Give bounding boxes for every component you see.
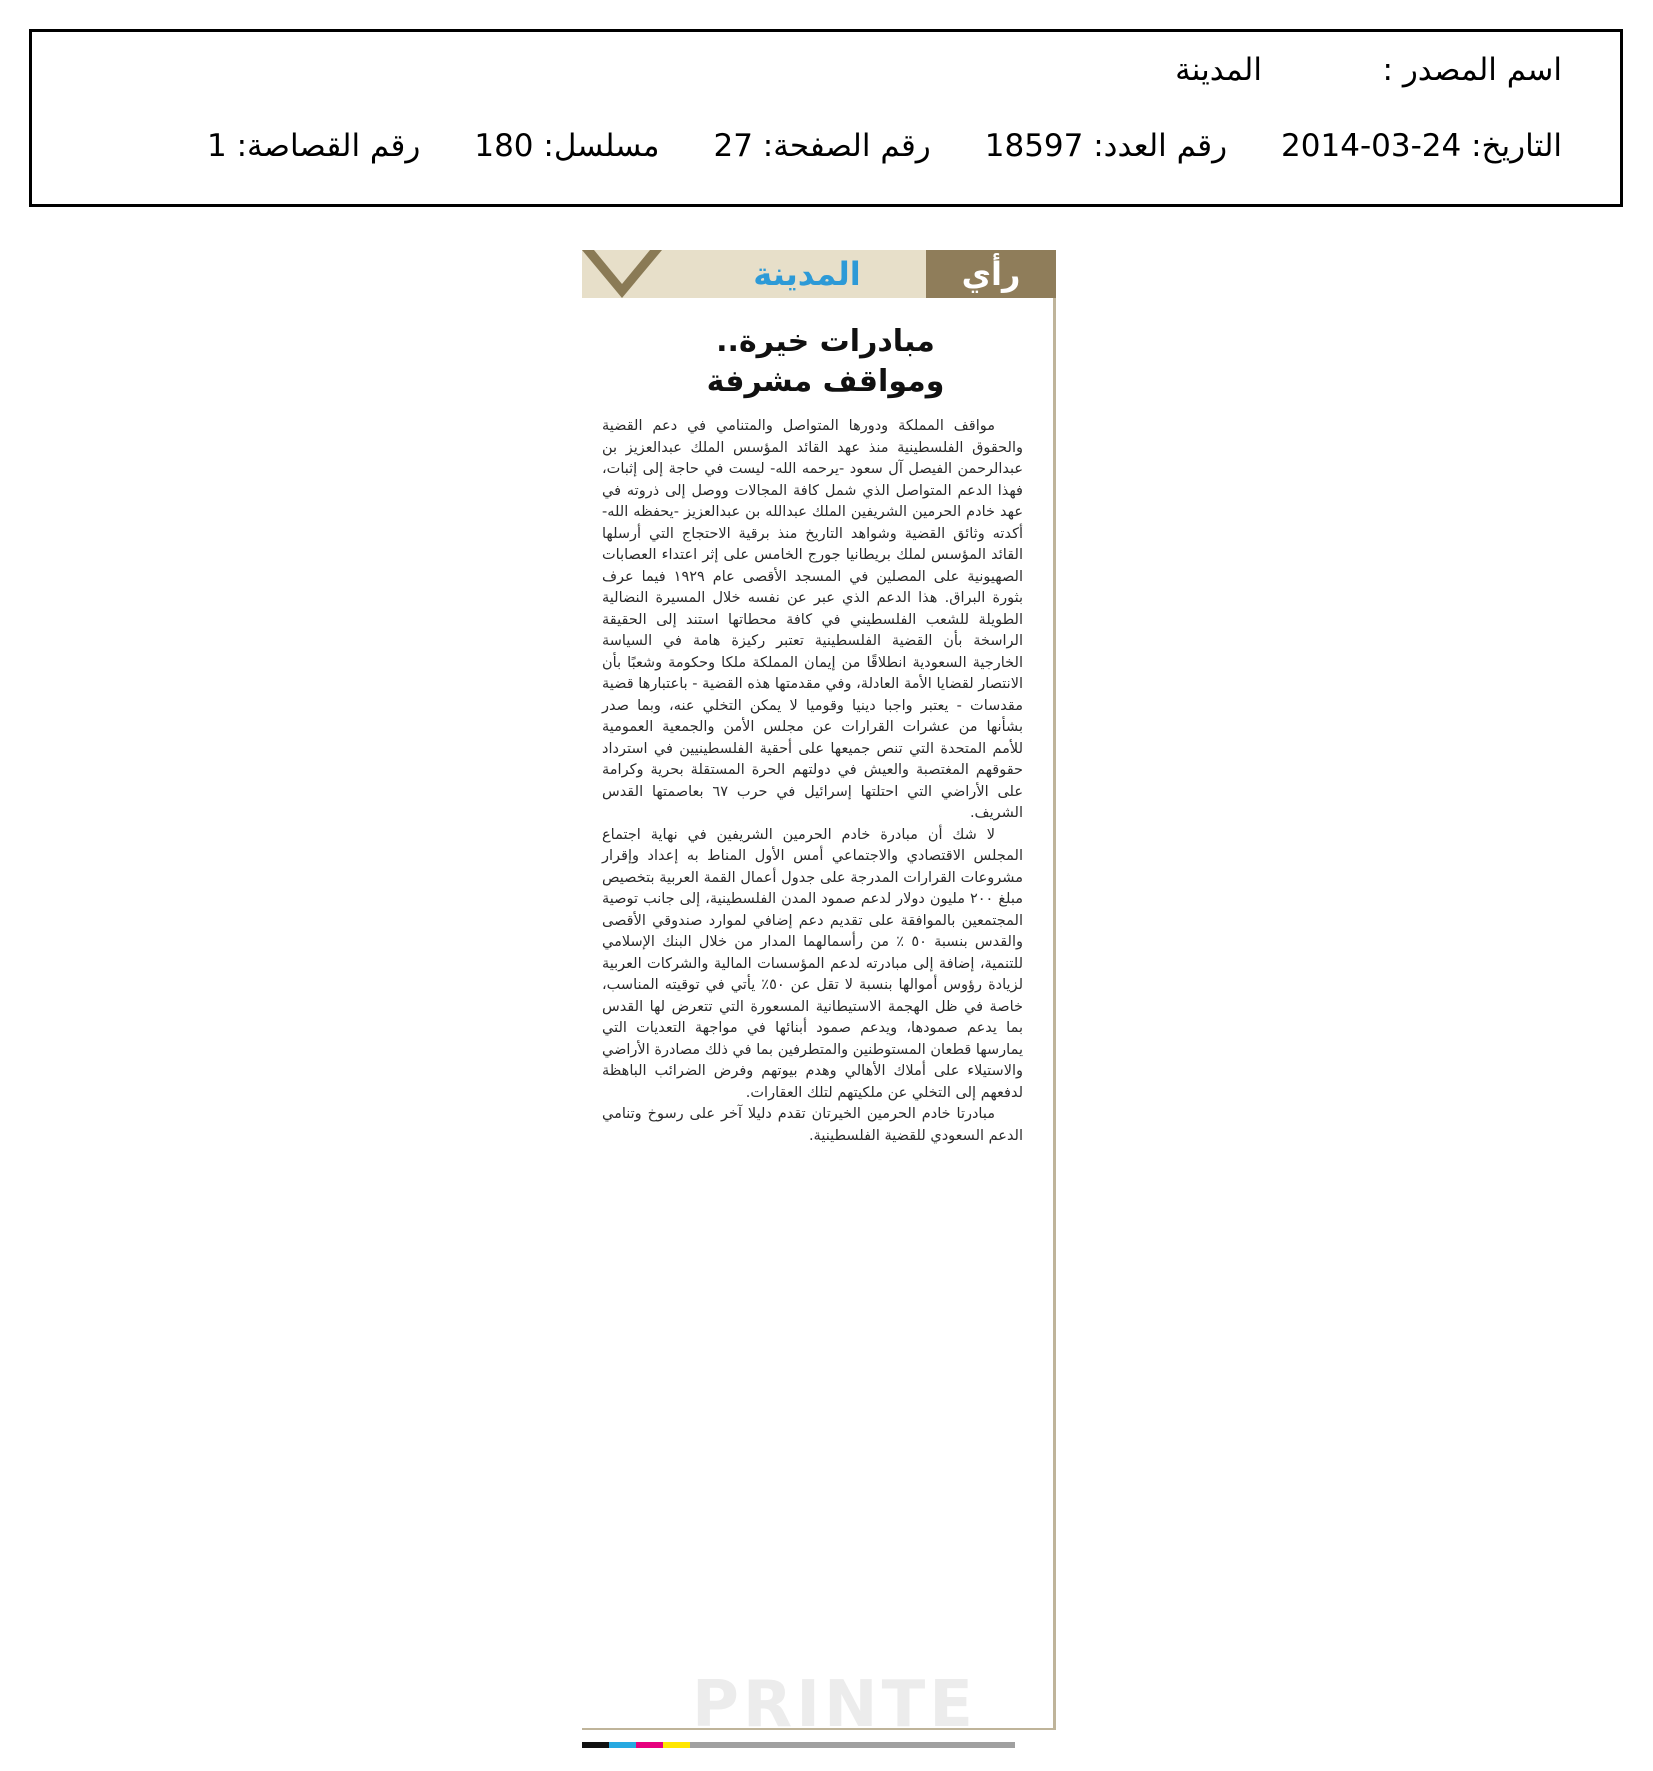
article-paragraph: مواقف المملكة ودورها المتواصل والمتنامي في دعم القضية والحقوق الفلسطينية منذ عهد القائد المؤسس الملك عبدالعزيز بن عبدالرحمن الفيصل آل سعود -يرحمه الله- ليست في حاجة إلى إثبات، فهذا الدعم المتواصل الذي شمل كافة المجالات ووصل إلى ذروته في عهد خادم الحرمين الشريفين الملك عبدالله بن عبدالعزيز -يحفظه الله- أكدته وثائق القضية وشواهد التاريخ منذ برقية الاحتجاج التي أرسلها القائد المؤسس لملك بريطانيا جورج الخامس على إثر اعتداء العصابات الصهيونية على المصلين في المسجد الأقصى عام ١٩٢٩ فيما عرف بثورة البراق. هذا الدعم الذي عبر عن نفسه خلال المسيرة النضالية الطويلة للشعب الفلسطيني في كافة محطاتها استند إلى الحقيقة الراسخة بأن القضية الفلسطينية تعتبر ركيزة هامة في السياسة الخارجية السعودية انطلاقًا من إيمان المملكة ملكا وحكومة وشعبًا بأن الانتصار لقضايا الأمة العادلة، وفي مقدمتها هذه القضية - باعتبارها قضية مقدسات - يعتبر واجبا دينيا وقوميا لا يمكن التخلي عنه، وبما صدر بشأنها من عشرات القرارات عن مجلس الأمن والجمعية العمومية للأمم المتحدة التي تنص جميعها على أحقية الفلسطينيين في استرداد حقوقهم المغتصبة والعيش في دولتهم الحرة المستقلة بحرية وكرامة على الأراضي التي احتلتها إسرائيل في حرب ٦٧ بعاصمتها القدس الشريف. [602,418,1024,821]
color-swatch-black [582,1742,609,1748]
newspaper-logo: المدينة [753,255,861,293]
article-headline [612,322,1039,402]
chevron-inner-shape [594,250,650,284]
masthead-bar [582,250,1056,298]
details-row [52,128,1562,172]
headline-line-2: ومواقف مشرفة [706,364,945,399]
color-swatch-cyan [609,1742,636,1748]
page-number-field: رقم الصفحة: 27 [713,128,931,164]
article-paragraph: لا شك أن مبادرة خادم الحرمين الشريفين في نهاية اجتماع المجلس الاقتصادي والاجتماعي أمس الأول المناط به إعداد وإقرار مشروعات القرارات المدرجة على جدول أعمال القمة العربية بتخصيص مبلغ ٢٠٠ مليون دولار لدعم صمود المدن الفلسطينية، إلى جانب توصية المجتمعين بالموافقة على تقديم دعم إضافي لموارد صندوقي الأقصى والقدس بنسبة ٥٠ ٪ من رأسمالهما المدار من خلال البنك الإسلامي للتنمية، إضافة إلى مبادرته لدعم المؤسسات المالية والشركات العربية لزيادة رؤوس أموالها بنسبة لا تقل عن ٥٠٪ يأتي في توقيته المناسب، خاصة في ظل الهجمة الاستيطانية المسعورة التي تتعرض لها القدس بما يدعم صمودها، ويدعم صمود أبنائها في مواجهة التعديات التي يمارسها قطعان المستوطنين والمتطرفين بما في ذلك مصادرة الأراضي والاستيلاء على أملاك الأهالي وهدم بيوتهم وفرض الضرائب الباهظة لدفعهم إلى التخلي عن ملكيتهم لتلك العقارات. [602,826,1023,1101]
issue-number-field: رقم العدد: 18597 [984,128,1228,164]
color-swatch-gray [690,1742,1015,1748]
source-label: اسم المصدر : [1382,52,1562,88]
clipping-number-field: رقم القصاصة: 1 [207,128,421,164]
article-body [602,416,1023,1147]
serial-field: مسلسل: 180 [474,128,660,164]
headline-line-1: مبادرات خيرة.. [716,324,935,359]
printer-watermark: PRINTE [692,1668,977,1742]
source-row [52,52,1562,96]
clipping-metadata-box [29,29,1623,207]
color-swatch-magenta [636,1742,663,1748]
source-value: المدينة [1175,52,1262,88]
frame-rule-right [1053,298,1056,1728]
opinion-badge: رأي [926,250,1056,298]
color-swatch-yellow [663,1742,690,1748]
date-field: التاريخ: 24-03-2014 [1281,128,1562,164]
newspaper-clipping [582,250,1069,1752]
print-color-strip [582,1742,1069,1748]
article-paragraph: مبادرتا خادم الحرمين الخيرتان تقدم دليلا آخر على رسوخ وتنامي الدعم السعودي للقضية الفلسطينية. [602,1106,1023,1144]
